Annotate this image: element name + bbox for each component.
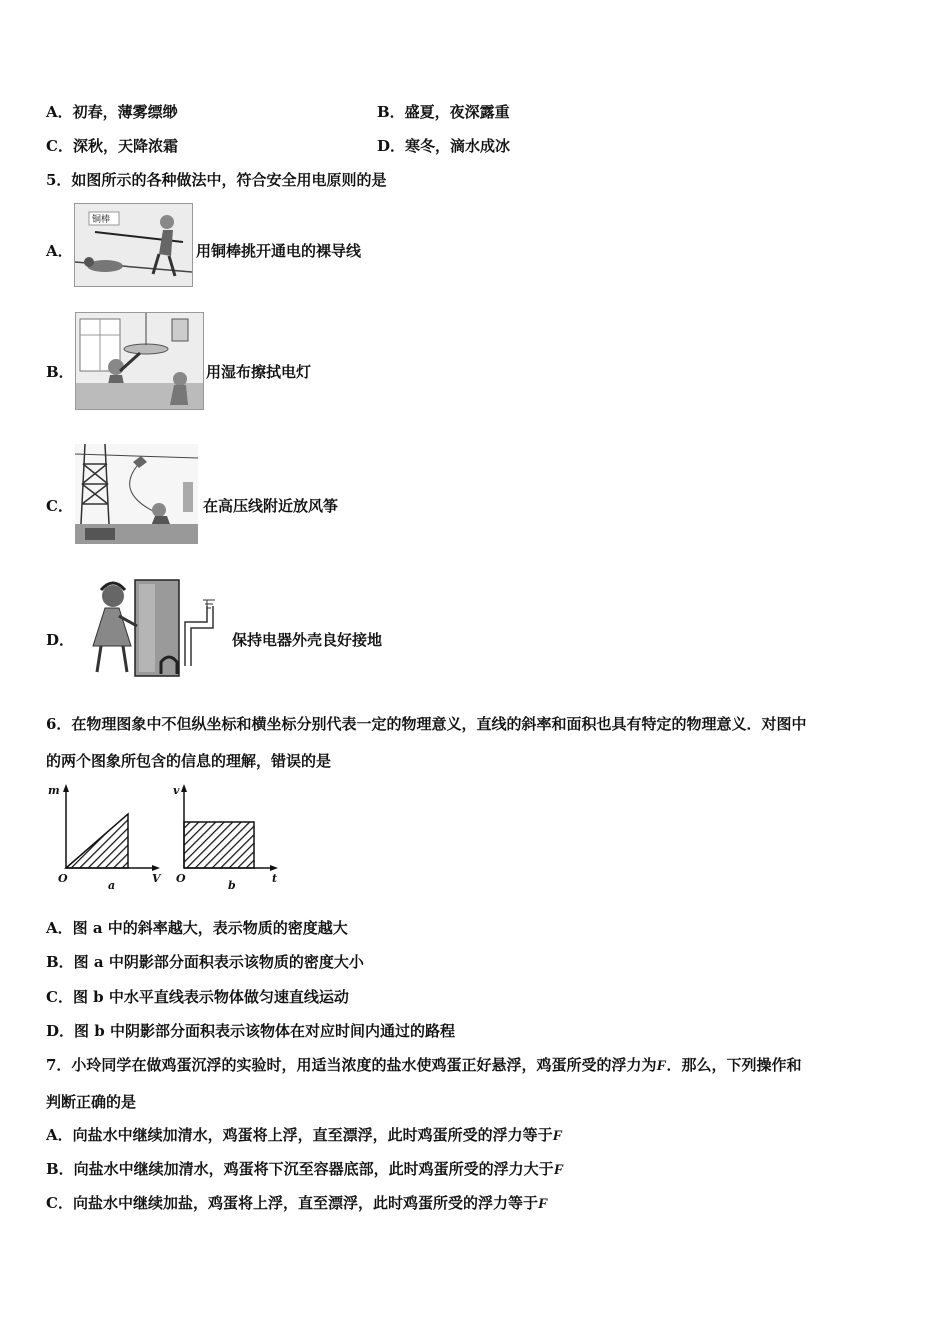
q7-option-c-var: F	[537, 1196, 548, 1212]
wet-cloth-lamp-illustration	[75, 312, 204, 410]
q5-option-c-caption: 在高压线附近放风筝	[203, 497, 339, 515]
q7-option-b	[46, 1159, 564, 1180]
q7-stem-tail: ．那么，下列操作和	[666, 1056, 802, 1074]
appliance-grounding-illustration	[75, 576, 227, 680]
graph-b	[170, 782, 290, 894]
q7-stem-var: F	[656, 1058, 667, 1074]
q7-option-b-var: F	[553, 1162, 564, 1178]
q7-option-c-text: C．向盐水中继续加盐，鸡蛋将上浮，直至漂浮，此时鸡蛋所受的浮力等于	[46, 1194, 538, 1212]
q6-stem-line1: 6．在物理图象中不但纵坐标和横坐标分别代表一定的物理意义，直线的斜率和面积也具有特定的物理意义．对图中	[46, 715, 807, 733]
q5-option-d-letter: D．	[46, 631, 75, 649]
q6-option-c: C．图 b 中水平直线表示物体做匀速直线运动	[46, 988, 349, 1006]
q6-stem-line2: 的两个图象所包含的信息的理解，错误的是	[46, 752, 332, 770]
graph-b-origin: O	[176, 872, 186, 885]
copper-rod-label: 铜棒	[92, 215, 111, 225]
q5-option-a-letter: A．	[46, 242, 73, 260]
q7-option-a	[46, 1125, 563, 1146]
graph-a-origin: O	[58, 872, 68, 885]
q4-option-c: C．深秋，天降浓霜	[46, 137, 178, 155]
q5-option-c-letter: C．	[46, 497, 73, 515]
q7-option-b-text: B．向盐水中继续加清水，鸡蛋将下沉至容器底部，此时鸡蛋所受的浮力大于	[46, 1160, 554, 1178]
q6-option-a: A．图 a 中的斜率越大，表示物质的密度越大	[46, 919, 348, 937]
q5-stem: 5．如图所示的各种做法中，符合安全用电原则的是	[46, 171, 387, 189]
graph-b-x-label: t	[272, 872, 278, 885]
q7-stem-line1	[46, 1055, 801, 1076]
q7-stem-text: 7．小玲同学在做鸡蛋沉浮的实验时，用适当浓度的盐水使鸡蛋正好悬浮，鸡蛋所受的浮力为	[46, 1056, 657, 1074]
q7-stem-line2: 判断正确的是	[46, 1093, 137, 1111]
kite-power-line-illustration	[75, 444, 198, 544]
q5-option-b-letter: B．	[46, 363, 74, 381]
graph-a	[46, 782, 166, 894]
q4-option-d: D．寒冬，滴水成冰	[377, 137, 511, 155]
q7-option-a-var: F	[552, 1128, 563, 1144]
q5-option-b-caption: 用湿布擦拭电灯	[206, 363, 312, 381]
q5-option-a-caption: 用铜棒挑开通电的裸导线	[196, 242, 362, 260]
graph-a-x-label: V	[152, 872, 161, 885]
q5-option-d-caption: 保持电器外壳良好接地	[232, 631, 383, 649]
q7-option-a-text: A．向盐水中继续加清水，鸡蛋将上浮，直至漂浮，此时鸡蛋所受的浮力等于	[46, 1126, 553, 1144]
q7-option-c	[46, 1193, 548, 1214]
graph-b-caption: b	[228, 879, 236, 892]
q4-option-b: B．盛夏，夜深露重	[377, 103, 510, 121]
q6-option-b: B．图 a 中阴影部分面积表示该物质的密度大小	[46, 953, 364, 971]
graph-b-y-label: v	[173, 784, 180, 797]
q6-option-d: D．图 b 中阴影部分面积表示该物体在对应时间内通过的路程	[46, 1022, 455, 1040]
copper-rod-wire-illustration	[74, 203, 193, 287]
q4-option-a: A．初春，薄雾缥缈	[46, 103, 178, 121]
graph-a-caption: a	[108, 879, 116, 892]
graph-a-y-label: m	[48, 784, 60, 797]
